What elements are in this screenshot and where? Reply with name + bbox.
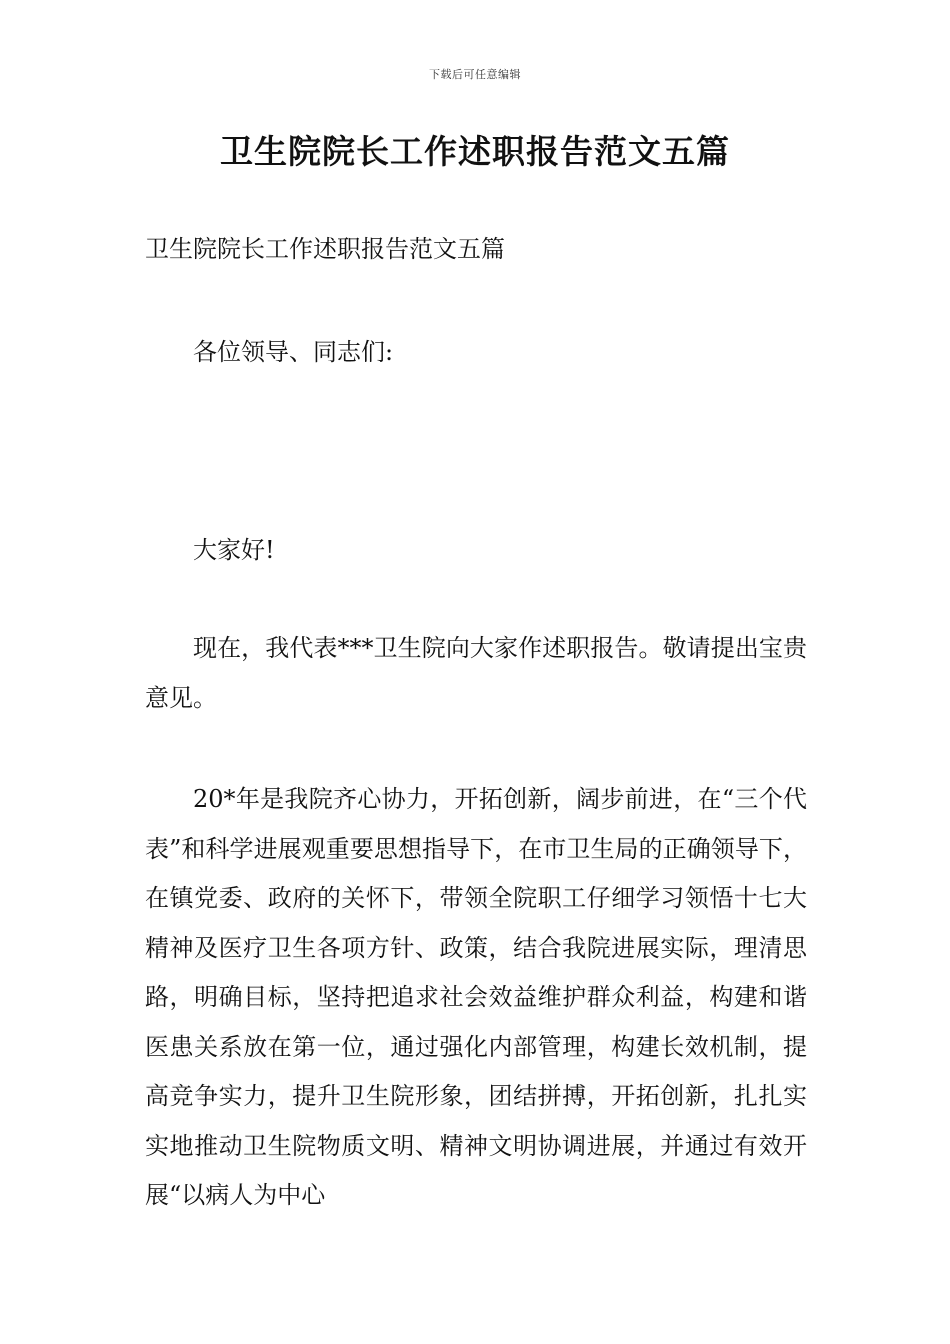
header-note: 下载后可任意编辑 (429, 68, 521, 81)
intro-paragraph: 现在，我代表***卫生院向大家作述职报告。敬请提出宝贵意见。 (145, 634, 807, 712)
document-title: 卫生院院长工作述职报告范文五篇 (220, 132, 730, 171)
subtitle-paragraph: 卫生院院长工作述职报告范文五篇 (145, 235, 505, 263)
main-paragraph: 20*年是我院齐心协力，开拓创新，阔步前进，在“三个代表”和科学进展观重要思想指导下，在市卫生局的正确领导下，在镇党委、政府的关怀下，带领全院职工仔细学习领悟十七大精神及医疗卫生各项方针、政策，结合我院进展实际，理清思路，明确目标，坚持把追求社会效益维护群众利益，构建和谐医患关系放在第一位，通过强化内部管理，构建长效机制，提高竞争实力，提升卫生院形象，团结拼搏，开拓创新，扎扎实实地推动卫生院物质文明、精神文明协调进展，并通过有效开展“以病人为中心 (145, 785, 807, 1209)
hello-paragraph: 大家好! (193, 536, 275, 564)
greeting-paragraph: 各位领导、同志们: (193, 338, 394, 366)
